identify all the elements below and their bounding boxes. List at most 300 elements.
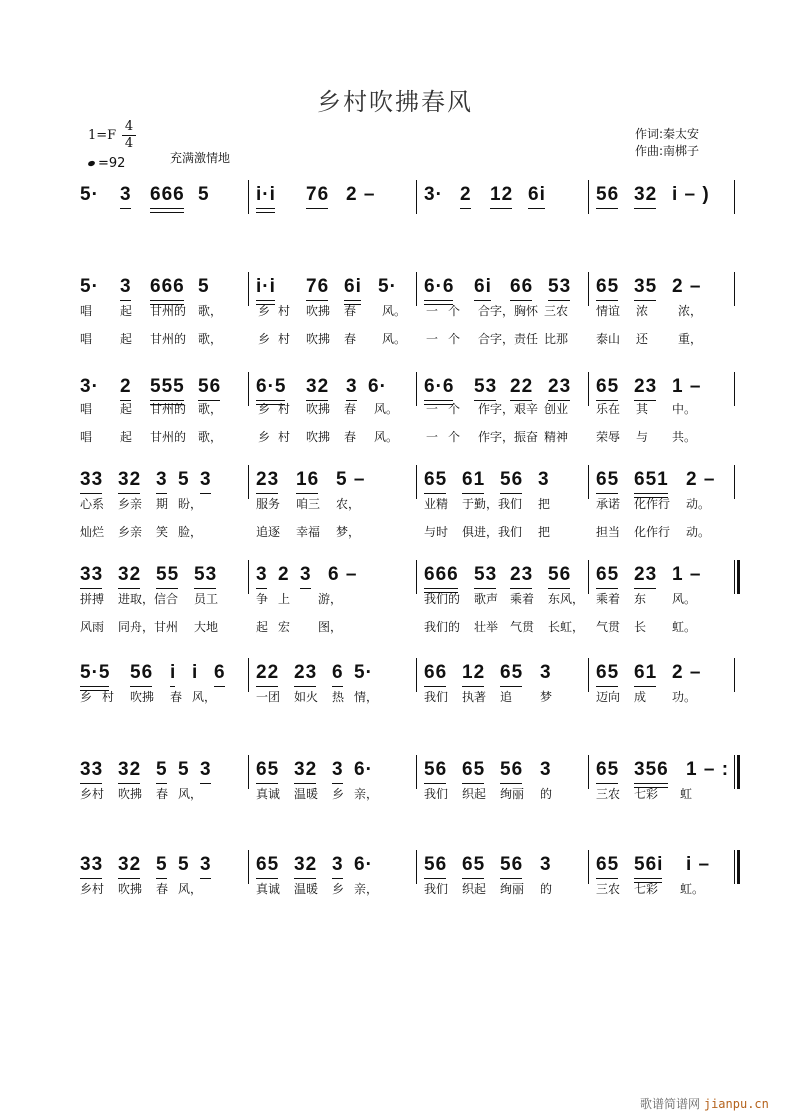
note-group: i – xyxy=(686,854,711,875)
lyric: 春 xyxy=(170,690,183,704)
quarter-note-icon xyxy=(87,160,95,167)
underline xyxy=(634,493,668,494)
underline xyxy=(424,783,446,784)
underline xyxy=(306,208,328,209)
note-group: 3 xyxy=(120,276,132,298)
note-group: 32 xyxy=(294,854,317,876)
underline xyxy=(294,686,316,687)
barline xyxy=(416,180,417,214)
lyric: 长 xyxy=(634,620,647,634)
underline xyxy=(256,493,278,494)
lyric: 情谊 xyxy=(596,304,621,318)
lyric: 乡村 xyxy=(80,787,105,801)
lyric: 把 xyxy=(538,525,551,539)
lyric: 起 xyxy=(120,430,133,444)
lyric: 村 xyxy=(278,332,291,346)
note-group: 56 xyxy=(548,564,571,586)
barline xyxy=(416,658,417,692)
underline xyxy=(156,493,167,494)
lyric: 个 xyxy=(448,304,461,318)
note-group: 3 xyxy=(540,854,552,875)
lyric: 真诚 xyxy=(256,787,281,801)
lyric: 与时 xyxy=(424,525,449,539)
lyric: 乡 xyxy=(80,690,93,704)
lyric: 风。 xyxy=(374,430,399,444)
lyric: 上 xyxy=(278,592,291,606)
lyric: 的 xyxy=(540,882,553,896)
lyric: 其 xyxy=(636,402,649,416)
lyric: 吹拂 xyxy=(306,402,331,416)
lyric: 绚丽 xyxy=(500,882,525,896)
lyric: 游， xyxy=(318,592,343,606)
note-group: 6· xyxy=(354,854,373,875)
underline xyxy=(306,300,328,301)
lyric: 乘着 xyxy=(596,592,621,606)
barline xyxy=(248,465,249,499)
note-group: 6· xyxy=(368,376,387,397)
underline xyxy=(256,300,275,301)
note-group: 3 xyxy=(332,759,344,781)
lyric: 拼搏 xyxy=(80,592,105,606)
note-group: 16 xyxy=(296,469,319,491)
note-group: 2 – xyxy=(672,276,702,297)
note-group: 5 xyxy=(156,854,168,876)
note-group: 5 xyxy=(198,276,210,297)
underline xyxy=(194,588,216,589)
lyric: 乡 xyxy=(332,882,345,896)
lyric: 乘着 xyxy=(510,592,535,606)
note-group: i·i xyxy=(256,276,276,298)
lyric: 吹拂 xyxy=(118,787,143,801)
barline xyxy=(588,755,589,789)
lyric: 幸福 xyxy=(296,525,321,539)
underline xyxy=(634,300,656,301)
underline xyxy=(510,588,532,589)
lyric: 笑 xyxy=(156,525,169,539)
lyric: 泰山 xyxy=(596,332,621,346)
time-signature xyxy=(122,120,136,151)
underline xyxy=(548,300,570,301)
watermark-cn: 歌谱简谱网 xyxy=(640,1097,701,1111)
note-group: 2 – xyxy=(686,469,716,490)
tempo-value: =92 xyxy=(98,156,126,171)
lyric: 歌， xyxy=(198,304,223,318)
lyric: 亲， xyxy=(354,787,379,801)
note-group: 2 xyxy=(120,376,132,398)
lyric: 争 xyxy=(256,592,269,606)
lyric: 吹拂 xyxy=(306,304,331,318)
underline xyxy=(80,493,102,494)
note-group: 3 xyxy=(540,662,552,683)
underline xyxy=(510,300,532,301)
lyric: 执著 xyxy=(462,690,487,704)
note-group: 6 xyxy=(332,662,344,684)
note-group: 5 xyxy=(178,469,190,490)
lyric: 咱三 xyxy=(296,497,321,511)
barline-repeat-end xyxy=(734,755,737,789)
lyric: 我们的 xyxy=(424,620,461,634)
lyric: 乡 xyxy=(258,402,271,416)
lyric: 甘州的 xyxy=(150,332,187,346)
note-group: 22 xyxy=(256,662,279,684)
lyric: 一 xyxy=(426,332,439,346)
lyric: 我们 xyxy=(424,690,449,704)
note-group: 23 xyxy=(634,376,657,398)
note-group: 666 xyxy=(150,184,185,206)
lyric: 我们 xyxy=(424,882,449,896)
note-group: 6·6 xyxy=(424,276,454,298)
note-group: 53 xyxy=(548,276,571,298)
note-group: 6 xyxy=(214,662,226,684)
note-group: 3 xyxy=(200,854,212,876)
lyric: 于勤，我们 xyxy=(462,497,523,511)
watermark-en: jianpu.cn xyxy=(703,1097,769,1111)
lyric: 化作行 xyxy=(634,497,671,511)
note-group: 3· xyxy=(80,376,99,397)
lyric: 风。 xyxy=(672,592,697,606)
lyric: 动。 xyxy=(686,497,711,511)
barline-single xyxy=(734,180,735,214)
barline xyxy=(588,850,589,884)
lyric: 甘州的 xyxy=(150,304,187,318)
note-group: 3 xyxy=(120,184,132,206)
underline xyxy=(296,493,318,494)
lyric: 气贯 xyxy=(596,620,621,634)
lyric: 同舟，甘州 xyxy=(118,620,179,634)
underline xyxy=(256,212,275,213)
lyric: 三农 xyxy=(544,304,569,318)
lyric: 风， xyxy=(178,787,203,801)
lyric: 歌， xyxy=(198,332,223,346)
underline xyxy=(118,878,140,879)
note-group: 651 xyxy=(634,469,669,491)
lyric: 比那 xyxy=(544,332,569,346)
lyric: 浓， xyxy=(678,304,703,318)
page-title: 乡村吹拂春风 xyxy=(317,88,473,116)
note-group: 5·5 xyxy=(80,662,110,684)
underline xyxy=(634,878,662,879)
note-group: 56i xyxy=(634,854,663,876)
lyric: 村 xyxy=(278,304,291,318)
note-group: 76 xyxy=(306,184,329,206)
note-group: 56 xyxy=(424,854,447,876)
key-signature: 1=F xyxy=(88,128,117,143)
underline xyxy=(256,686,278,687)
barline xyxy=(588,658,589,692)
underline xyxy=(490,208,512,209)
barline-final xyxy=(734,850,737,884)
lyric: 唱 xyxy=(80,402,93,416)
lyric: 担当 xyxy=(596,525,621,539)
lyric: 把 xyxy=(538,497,551,511)
underline xyxy=(294,878,316,879)
underline xyxy=(80,686,109,687)
note-group: 23 xyxy=(634,564,657,586)
note-group: 33 xyxy=(80,469,103,491)
lyric: 与 xyxy=(636,430,649,444)
lyric: 中。 xyxy=(672,402,697,416)
note-group: 53 xyxy=(194,564,217,586)
note-group: 3 xyxy=(256,564,268,586)
note-group: 56 xyxy=(500,759,523,781)
time-signature-top: 4 xyxy=(124,119,134,134)
note-group: 2 – xyxy=(346,184,376,205)
lyric: 三农 xyxy=(596,787,621,801)
lyric: 心系 xyxy=(80,497,105,511)
barline xyxy=(248,372,249,406)
note-group: 3· xyxy=(424,184,443,205)
barline xyxy=(248,850,249,884)
underline xyxy=(424,686,446,687)
lyric: 风。 xyxy=(374,402,399,416)
note-group: 65 xyxy=(256,854,279,876)
note-group: 76 xyxy=(306,276,329,298)
note-group: 2 xyxy=(460,184,472,206)
note-group: 6 – xyxy=(328,564,358,585)
note-group: 1 – : xyxy=(686,759,730,780)
barline-repeat-start xyxy=(734,560,737,594)
note-group: 3 xyxy=(332,854,344,876)
underline xyxy=(294,783,316,784)
underline xyxy=(256,588,267,589)
lyric: 迈向 xyxy=(596,690,621,704)
lyric: 我们 xyxy=(424,787,449,801)
note-group: 5· xyxy=(354,662,373,683)
lyric: 风雨 xyxy=(80,620,105,634)
underline xyxy=(596,300,618,301)
note-group: 32 xyxy=(118,564,141,586)
lyric: 作字，振奋 xyxy=(478,430,539,444)
underline xyxy=(462,878,484,879)
note-group: 61 xyxy=(634,662,657,684)
lyric: 服务 xyxy=(256,497,281,511)
note-group: 5 xyxy=(178,854,190,875)
underline xyxy=(156,783,167,784)
lyric: 员工 xyxy=(194,592,219,606)
note-group: i xyxy=(192,662,199,683)
underline xyxy=(118,493,140,494)
lyric: 起 xyxy=(256,620,269,634)
note-group: 65 xyxy=(500,662,523,684)
lyric: 承诺 xyxy=(596,497,621,511)
note-group: 66 xyxy=(424,662,447,684)
barline xyxy=(588,372,589,406)
lyric: 春 xyxy=(156,882,169,896)
note-group: i xyxy=(170,662,176,684)
note-group: 12 xyxy=(490,184,513,206)
lyric: 追 xyxy=(500,690,513,704)
note-group: 65 xyxy=(462,759,485,781)
note-group: 32 xyxy=(118,469,141,491)
barline xyxy=(248,560,249,594)
lyric: 歌， xyxy=(198,430,223,444)
lyric: 宏 xyxy=(278,620,291,634)
lyricist: 作词:秦太安 xyxy=(635,127,700,141)
lyric: 业精 xyxy=(424,497,449,511)
note-group: 5· xyxy=(378,276,397,297)
lyric: 村 xyxy=(102,690,115,704)
lyric: 追逐 xyxy=(256,525,281,539)
underline xyxy=(150,208,184,209)
underline xyxy=(200,493,211,494)
composer: 作曲:南梆子 xyxy=(635,144,700,158)
note-group: 65 xyxy=(596,469,619,491)
lyric: 乡 xyxy=(258,332,271,346)
barline-single xyxy=(734,658,735,692)
note-group: 33 xyxy=(80,854,103,876)
underline xyxy=(200,783,211,784)
lyric: 农， xyxy=(336,497,361,511)
underline xyxy=(474,588,496,589)
lyric: 如火 xyxy=(294,690,319,704)
underline xyxy=(424,588,458,589)
barline xyxy=(588,180,589,214)
lyric: 吹拂 xyxy=(130,690,155,704)
lyric: 绚丽 xyxy=(500,787,525,801)
lyric: 灿烂 xyxy=(80,525,105,539)
lyric: 虹。 xyxy=(680,882,705,896)
note-group: 5· xyxy=(80,276,99,297)
lyric: 梦， xyxy=(336,525,361,539)
barline xyxy=(248,180,249,214)
note-group: 65 xyxy=(596,376,619,398)
underline xyxy=(462,783,484,784)
underline xyxy=(118,588,140,589)
barline xyxy=(588,560,589,594)
lyric: 乡村 xyxy=(80,882,105,896)
lyric: 春 xyxy=(344,332,357,346)
barline xyxy=(416,465,417,499)
note-group: 32 xyxy=(634,184,657,206)
lyric: 温暖 xyxy=(294,882,319,896)
lyric: 荣辱 xyxy=(596,430,621,444)
lyric: 重， xyxy=(678,332,703,346)
lyric: 一 xyxy=(426,430,439,444)
note-group: 6i xyxy=(528,184,546,206)
lyric: 功。 xyxy=(672,690,697,704)
lyric: 乡 xyxy=(332,787,345,801)
lyric: 俱进，我们 xyxy=(462,525,523,539)
lyric: 盼， xyxy=(178,497,203,511)
underline xyxy=(424,493,446,494)
note-group: 23 xyxy=(256,469,279,491)
underline xyxy=(596,783,618,784)
note-group: 6i xyxy=(474,276,492,298)
lyric: 进取，信合 xyxy=(118,592,179,606)
lyric: 虹。 xyxy=(672,620,697,634)
note-group: i·i xyxy=(256,184,276,206)
note-group: 56 xyxy=(424,759,447,781)
lyric: 情， xyxy=(354,690,379,704)
note-group: 23 xyxy=(294,662,317,684)
underline xyxy=(500,493,522,494)
underline xyxy=(500,686,522,687)
underline xyxy=(596,588,618,589)
underline xyxy=(300,588,311,589)
tempo-mark xyxy=(88,156,125,171)
note-group: 666 xyxy=(150,276,185,298)
note-group: 65 xyxy=(596,564,619,586)
lyric: 乡亲 xyxy=(118,525,143,539)
lyric: 个 xyxy=(448,402,461,416)
note-group: 66 xyxy=(510,276,533,298)
lyric: 一团 xyxy=(256,690,281,704)
lyric: 春 xyxy=(344,430,357,444)
lyric: 虹 xyxy=(680,787,693,801)
underline xyxy=(596,686,618,687)
lyric: 脸， xyxy=(178,525,203,539)
underline xyxy=(118,783,140,784)
lyric: 动。 xyxy=(686,525,711,539)
lyric: 七彩 xyxy=(634,882,659,896)
underline xyxy=(256,208,275,209)
underline xyxy=(332,783,343,784)
underline xyxy=(424,878,446,879)
lyric: 大地 xyxy=(194,620,219,634)
lyric: 起 xyxy=(120,304,133,318)
note-group: 33 xyxy=(80,564,103,586)
lyric: 风。 xyxy=(382,332,407,346)
underline xyxy=(596,208,618,209)
lyric: 唱 xyxy=(80,304,93,318)
lyric: 的 xyxy=(540,787,553,801)
note-group: 61 xyxy=(462,469,485,491)
lyric: 期 xyxy=(156,497,169,511)
lyric: 梦 xyxy=(540,690,553,704)
note-group: 3 xyxy=(156,469,168,491)
note-group: 3 xyxy=(200,759,212,781)
underline xyxy=(80,878,102,879)
underline xyxy=(474,300,491,301)
lyric: 织起 xyxy=(462,787,487,801)
note-group: 6·6 xyxy=(424,376,454,398)
lyric: 风， xyxy=(178,882,203,896)
lyric: 合字，责任 xyxy=(478,332,539,346)
underline xyxy=(596,493,618,494)
note-group: 5 xyxy=(178,759,190,780)
note-group: 6·5 xyxy=(256,376,286,398)
lyric: 成 xyxy=(634,690,647,704)
lyric: 七彩 xyxy=(634,787,659,801)
lyric: 化作行 xyxy=(634,525,671,539)
note-group: i – ) xyxy=(672,184,710,205)
lyric: 织起 xyxy=(462,882,487,896)
lyric: 吹拂 xyxy=(306,332,331,346)
time-signature-bottom: 4 xyxy=(124,136,134,151)
lyric: 温暖 xyxy=(294,787,319,801)
barline xyxy=(416,372,417,406)
barline xyxy=(588,465,589,499)
note-group: 56 xyxy=(596,184,619,206)
underline xyxy=(634,208,656,209)
note-group: 5 – xyxy=(336,469,366,490)
underline xyxy=(120,300,131,301)
lyric: 乡亲 xyxy=(118,497,143,511)
lyric: 甘州的 xyxy=(150,402,187,416)
underline xyxy=(424,300,453,301)
underline xyxy=(150,212,184,213)
underline xyxy=(256,783,278,784)
note-group: 5 xyxy=(156,759,168,781)
note-group: 3 xyxy=(300,564,312,586)
note-group: 6· xyxy=(354,759,373,780)
lyric: 个 xyxy=(448,332,461,346)
note-group: 23 xyxy=(548,376,571,398)
note-group: 5· xyxy=(80,184,99,205)
underline xyxy=(120,208,131,209)
note-group: 65 xyxy=(424,469,447,491)
lyric: 春 xyxy=(156,787,169,801)
